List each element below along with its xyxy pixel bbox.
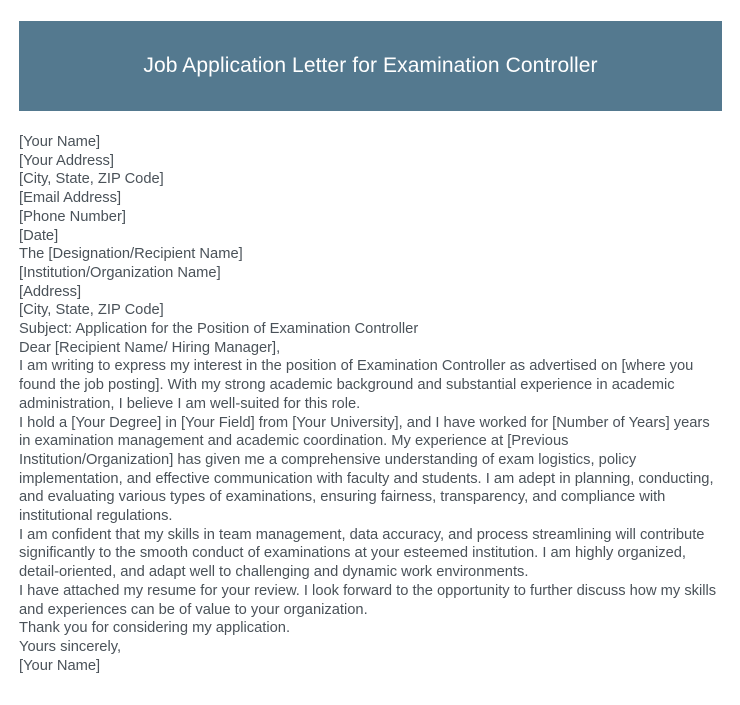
letter-line: [Your Address]: [19, 152, 114, 169]
letter-line: The [Designation/Recipient Name]: [19, 246, 243, 263]
letter-subject-line: Subject: Application for the Position of Examination Controller: [19, 321, 419, 338]
letter-line: [City, State, ZIP Code]: [19, 302, 164, 319]
letter-line: [Address]: [19, 283, 82, 300]
letter-line: [Your Name]: [19, 134, 101, 150]
letter-thanks-line: Thank you for considering my application.: [19, 620, 291, 637]
letter-salutation-line: Dear [Recipient Name/ Hiring Manager],: [19, 339, 281, 356]
letter-closing-line: Yours sincerely,: [19, 638, 122, 655]
letter-paragraph: I have attached my resume for your review. I look forward to the opportunity to further discuss how my skills and experiences can be of value to your organization.: [19, 582, 717, 618]
letter-paragraph: I am writing to express my interest in the position of Examination Controller as advertised on [where you found the job posting]. With my strong academic background and substantial experience in academic administration, I believe I am well-suited for this role.: [19, 358, 694, 412]
letter-line: [City, State, ZIP Code]: [19, 171, 164, 188]
letter-signature-line: [Your Name]: [19, 657, 101, 674]
letter-body: [19, 133, 725, 675]
letter-line: [Phone Number]: [19, 208, 126, 225]
letter-paragraph: I hold a [Your Degree] in [Your Field] from [Your University], and I have worked for [Number of Years] years in examination management and academic coordination. My experience at [Previous Institution/Organization] has given me a comprehensive understanding of exam logistics, policy implementation, and effective communication with faculty and students. I am adept in planning, conducting, and evaluating various types of examinations, ensuring fairness, transparency, and compliance with institutional regulations.: [19, 414, 714, 525]
letter-line: [Email Address]: [19, 190, 122, 207]
letter-header-banner: [19, 21, 722, 111]
page-title: Job Application Letter for Examination Controller: [143, 54, 598, 77]
letter-line: [Institution/Organization Name]: [19, 264, 221, 281]
letter-paragraph: I am confident that my skills in team management, data accuracy, and process streamlining will contribute significantly to the smooth conduct of examinations at your esteemed institution. I am highly organized, detail-oriented, and adapt well to challenging and dynamic work environments.: [19, 526, 705, 581]
letter-line: [Date]: [19, 227, 59, 244]
